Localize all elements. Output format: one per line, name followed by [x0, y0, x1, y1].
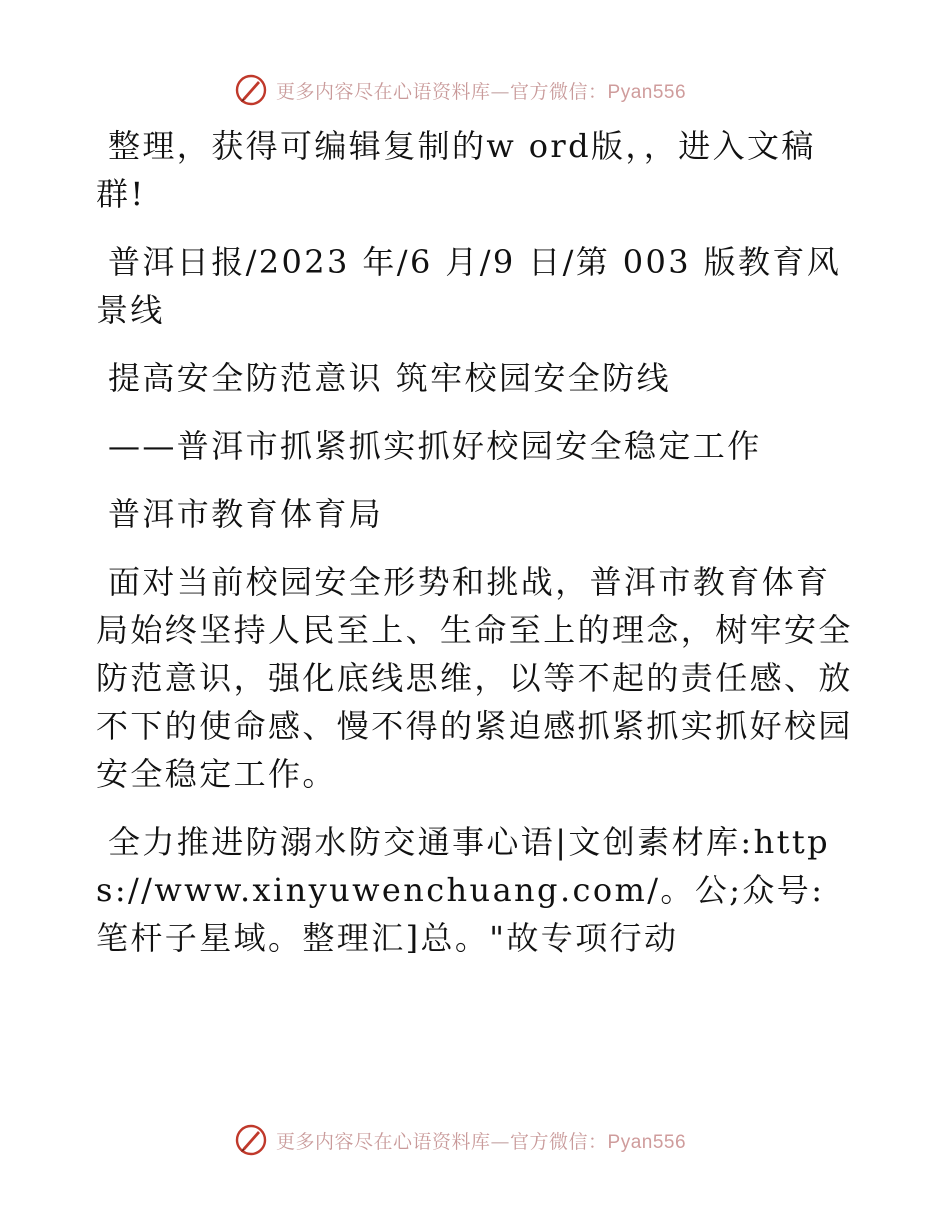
- watermark-separator: —: [490, 1130, 511, 1153]
- watermark-wechat-label: 官方微信：: [510, 80, 608, 103]
- watermark-text: [276, 77, 686, 104]
- watermark-footer: [234, 1122, 754, 1158]
- paragraph-source: 普洱日报/2023 年/6 月/9 日/第 003 版教育风景线: [96, 243, 842, 329]
- watermark-prefix: 更多内容尽在心语资料库: [276, 80, 491, 103]
- article-title: 提高安全防范意识 筑牢校园安全防线: [108, 359, 671, 397]
- watermark-wechat-label: 官方微信：: [510, 1130, 608, 1153]
- watermark-wechat-id: Pyan556: [607, 81, 687, 103]
- article-author: 普洱市教育体育局: [108, 495, 384, 533]
- watermark-separator: —: [490, 80, 511, 103]
- quill-logo-icon: [234, 1123, 268, 1157]
- paragraph-body-2: 全力推进防溺水防交通事心语|文创素材库:https://www.xinyuwenchuang.com/。公;众号: 笔杆子星域。整理汇]总。"故专项行动: [96, 823, 830, 957]
- document-body: [96, 122, 856, 982]
- watermark-prefix: 更多内容尽在心语资料库: [276, 1130, 491, 1153]
- watermark-text: [276, 1127, 686, 1154]
- watermark-header: [234, 72, 754, 108]
- paragraph-intro: 整理，获得可编辑复制的w ord版，，进入文稿群!: [96, 127, 816, 213]
- article-subtitle: ——普洱市抓紧抓实抓好校园安全稳定工作: [108, 427, 762, 465]
- quill-logo-icon: [234, 73, 268, 107]
- watermark-wechat-id: Pyan556: [607, 1131, 687, 1153]
- paragraph-body-1: 面对当前校园安全形势和挑战，普洱市教育体育局始终坚持人民至上、生命至上的理念，树牢安全防范意识，强化底线思维，以等不起的责任感、放不下的使命感、慢不得的紧迫感抓紧抓实抓好校园安全稳定工作。: [96, 563, 853, 793]
